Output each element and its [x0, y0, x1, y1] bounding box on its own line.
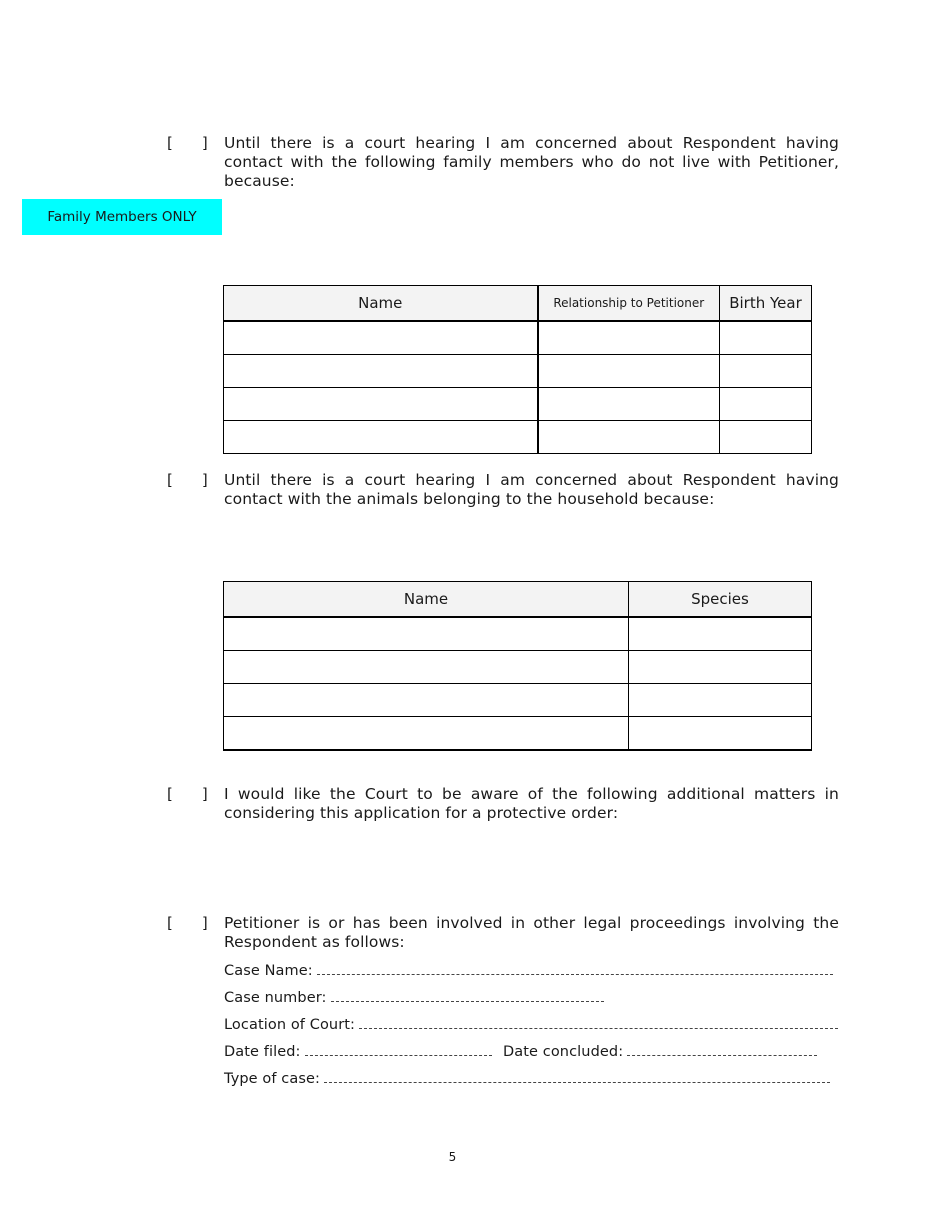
type-of-case-label: Type of case: — [224, 1071, 321, 1087]
case-number-blank[interactable] — [331, 989, 604, 1002]
page-number: 5 — [448, 1150, 457, 1164]
legal-paragraph: Petitioner is or has been involved in other legal proceedings involving the Respondent as follows: — [224, 914, 839, 951]
family-checkbox[interactable]: [ ] — [167, 134, 210, 152]
location-label: Location of Court: — [224, 1017, 356, 1033]
animals-checkbox[interactable]: [ ] — [167, 471, 210, 489]
relationship-cell[interactable] — [538, 421, 720, 454]
name-cell[interactable] — [224, 388, 538, 421]
birth-year-cell[interactable] — [720, 321, 812, 355]
birth-year-cell[interactable] — [720, 388, 812, 421]
species-cell[interactable] — [629, 684, 812, 717]
animal-name-cell[interactable] — [224, 651, 629, 684]
family-members-table — [223, 285, 812, 454]
case-name-label: Case Name: — [224, 963, 313, 979]
animal-name-cell[interactable] — [224, 717, 629, 751]
species-cell[interactable] — [629, 617, 812, 651]
column-header-name: Name — [224, 582, 629, 618]
relationship-cell[interactable] — [538, 321, 720, 355]
name-cell[interactable] — [224, 421, 538, 454]
case-name-field — [224, 962, 833, 980]
date-filed-blank[interactable] — [305, 1043, 492, 1056]
birth-year-cell[interactable] — [720, 421, 812, 454]
type-of-case-field — [224, 1070, 830, 1088]
animal-name-cell[interactable] — [224, 617, 629, 651]
date-concluded-field — [503, 1043, 817, 1061]
date-concluded-label: Date concluded: — [503, 1044, 624, 1060]
animal-name-cell[interactable] — [224, 684, 629, 717]
legal-checkbox[interactable]: [ ] — [167, 914, 210, 932]
case-name-blank[interactable] — [317, 962, 833, 975]
relationship-cell[interactable] — [538, 355, 720, 388]
column-header-name: Name — [224, 286, 538, 322]
birth-year-cell[interactable] — [720, 355, 812, 388]
family-paragraph: Until there is a court hearing I am concerned about Respondent having contact with the following family members who do not live with Petitioner, because: — [224, 134, 839, 190]
name-cell[interactable] — [224, 355, 538, 388]
table-row — [224, 717, 812, 751]
table-row — [224, 355, 812, 388]
date-filed-field — [224, 1043, 492, 1061]
name-cell[interactable] — [224, 321, 538, 355]
table-row — [224, 651, 812, 684]
animals-paragraph: Until there is a court hearing I am concerned about Respondent having contact with the animals belonging to the household because: — [224, 471, 839, 508]
additional-checkbox[interactable]: [ ] — [167, 785, 210, 803]
location-blank[interactable] — [359, 1016, 838, 1029]
table-row — [224, 617, 812, 651]
species-cell[interactable] — [629, 651, 812, 684]
type-of-case-blank[interactable] — [324, 1070, 830, 1083]
additional-paragraph: I would like the Court to be aware of the following additional matters in considering this application for a protective order: — [224, 785, 839, 822]
table-row — [224, 388, 812, 421]
animals-table — [223, 581, 812, 751]
table-row — [224, 321, 812, 355]
location-field — [224, 1016, 838, 1034]
case-number-label: Case number: — [224, 990, 327, 1006]
column-header-species: Species — [629, 582, 812, 618]
date-filed-label: Date filed: — [224, 1044, 301, 1060]
table-row — [224, 684, 812, 717]
column-header-relationship: Relationship to Petitioner — [538, 286, 720, 322]
case-number-field — [224, 989, 604, 1007]
family-members-note: Family Members ONLY — [22, 199, 222, 235]
table-row — [224, 421, 812, 454]
date-concluded-blank[interactable] — [627, 1043, 817, 1056]
column-header-birth-year: Birth Year — [720, 286, 812, 322]
relationship-cell[interactable] — [538, 388, 720, 421]
species-cell[interactable] — [629, 717, 812, 751]
